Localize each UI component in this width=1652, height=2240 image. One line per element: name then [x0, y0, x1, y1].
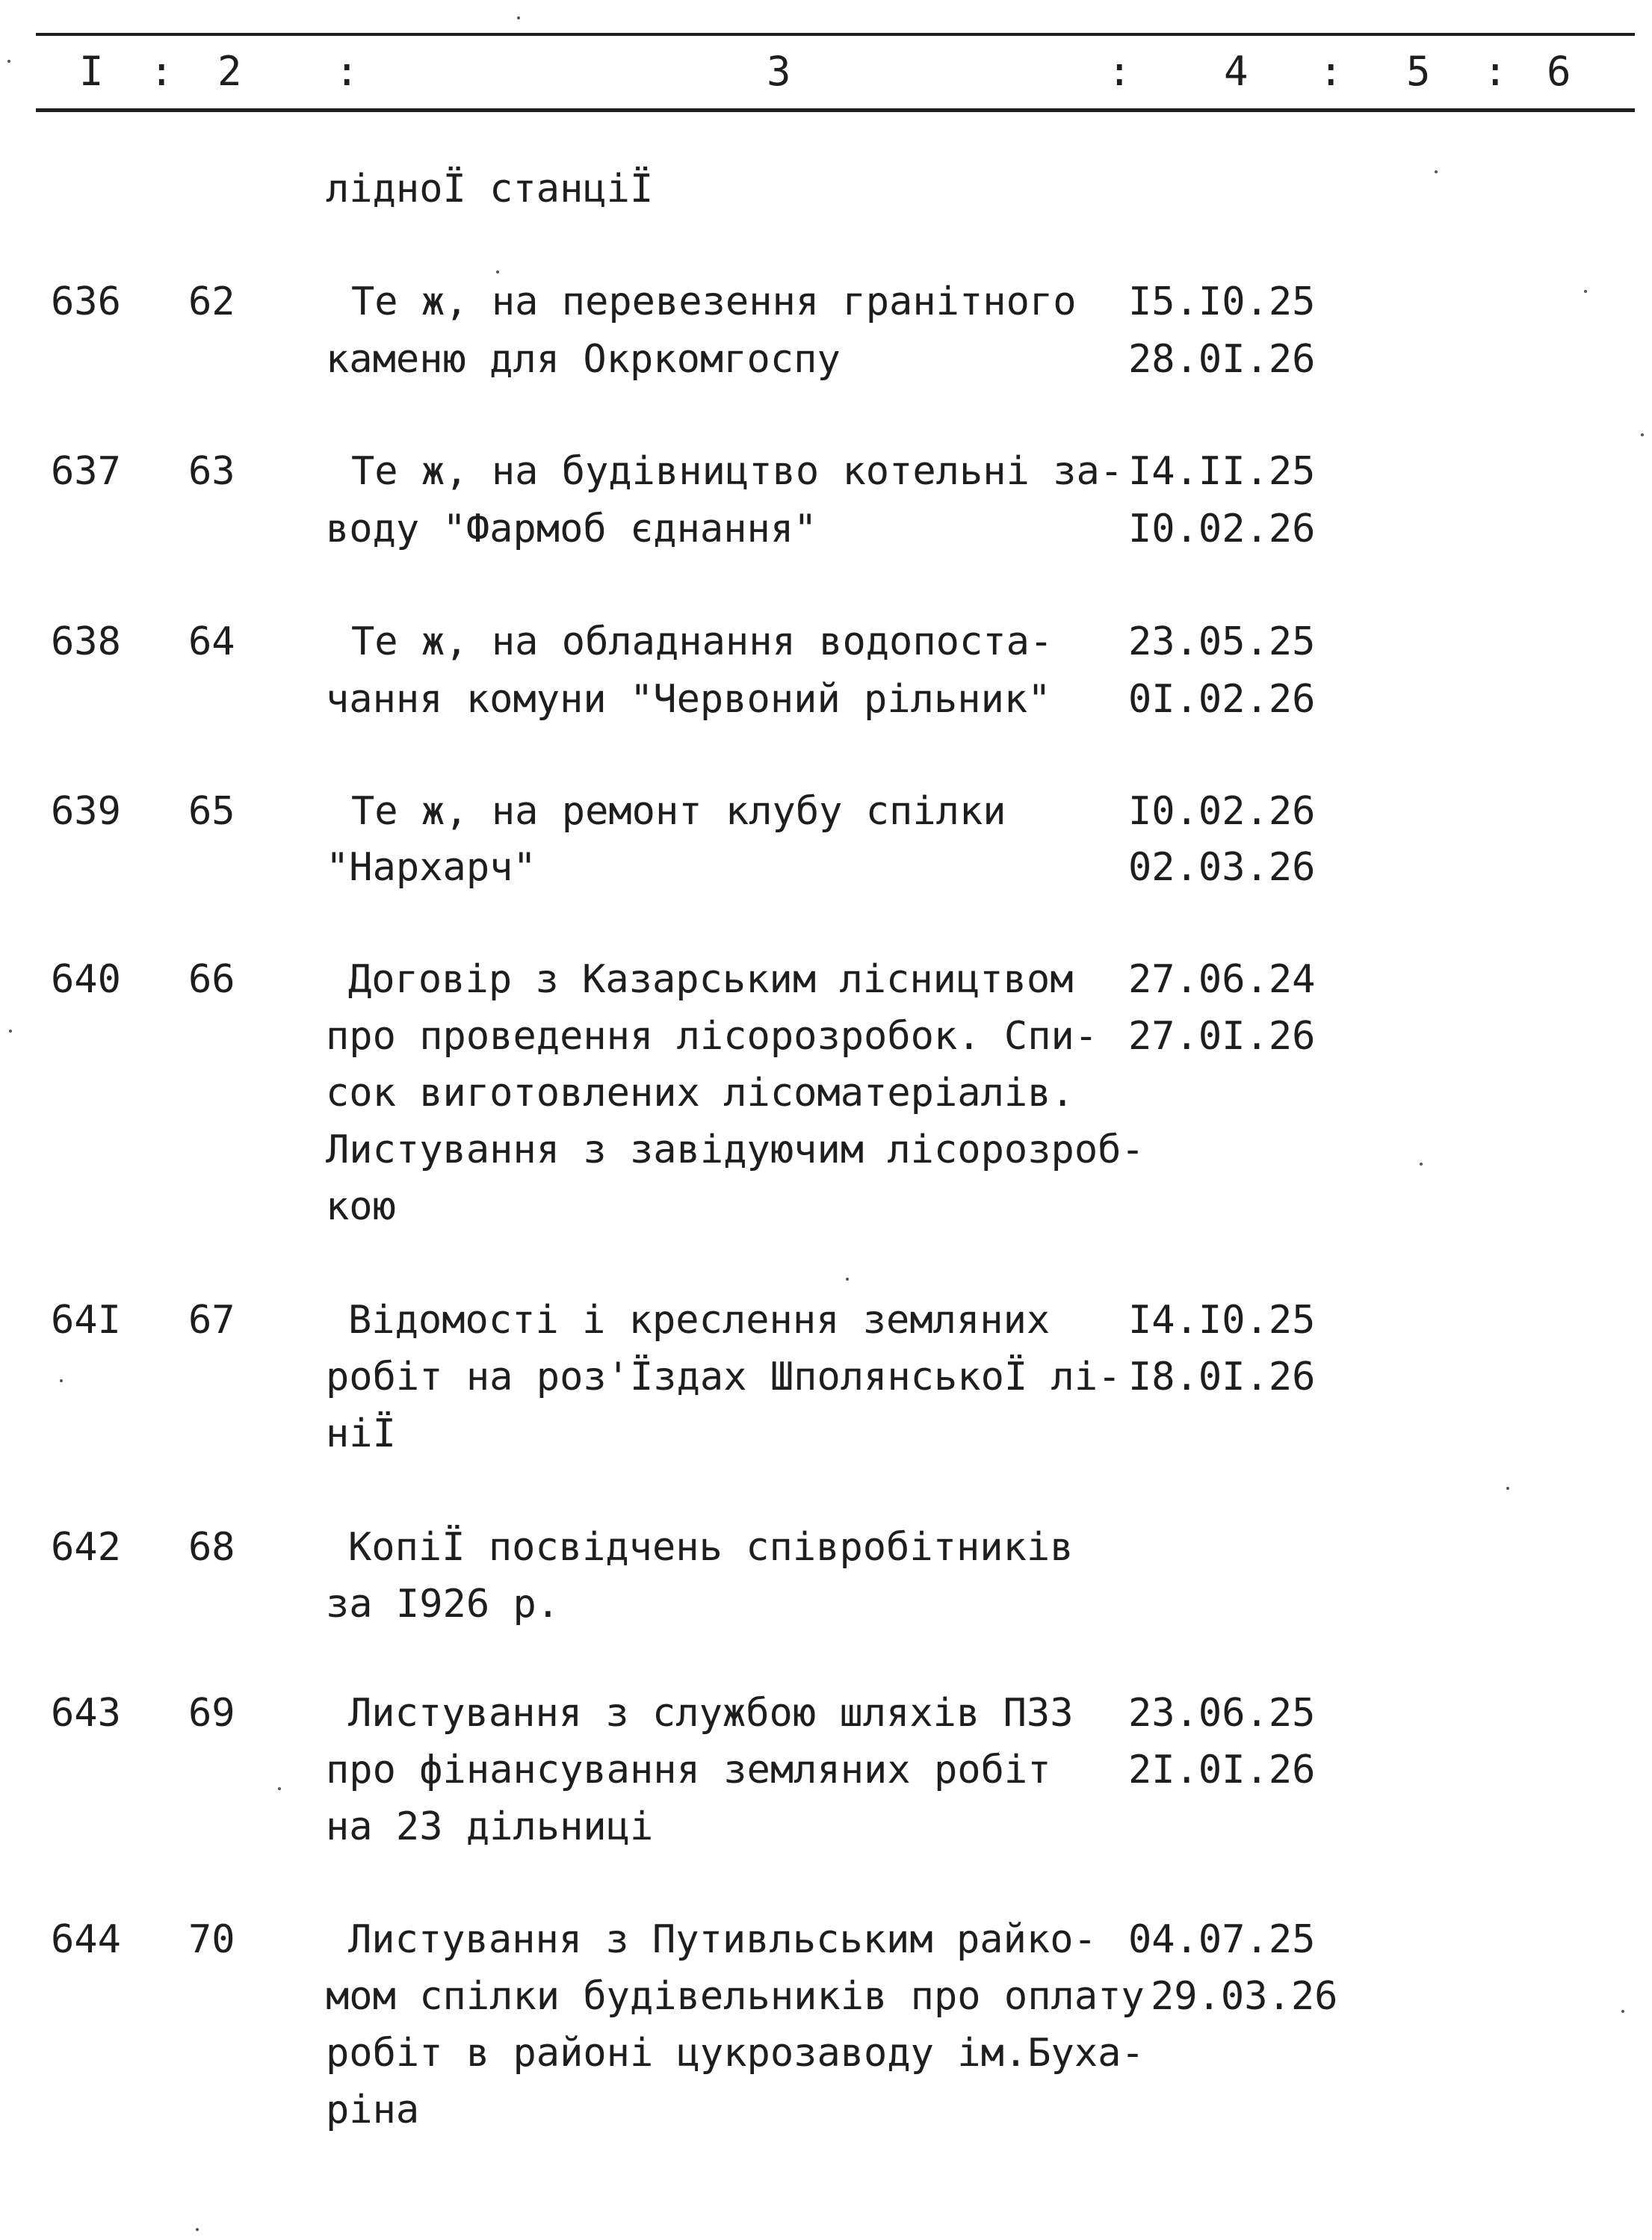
entry-start-date: I5.I0.25 — [1128, 279, 1316, 324]
entry-number: 637 — [51, 449, 121, 494]
scan-speck — [9, 1030, 12, 1033]
entry-sub-number: 65 — [188, 789, 235, 834]
entry-title-line: робіт в районі цукрозаводу ім.Буха- — [326, 2031, 1145, 2076]
header-col-5: 5 — [1406, 48, 1431, 95]
entry-end-date: 0I.02.26 — [1128, 677, 1316, 722]
header-sep-4: : — [1319, 48, 1343, 95]
entry-start-date: I4.I0.25 — [1128, 1298, 1316, 1343]
entry-title-line: про проведення лісорозробок. Спи- — [326, 1014, 1098, 1059]
entry-end-date: 29.03.26 — [1151, 1974, 1338, 2019]
scan-speck — [278, 1787, 281, 1790]
entry-title-line: Договір з Казарським лісництвом — [348, 957, 1074, 1002]
entry-number: 642 — [51, 1525, 121, 1570]
header-col-4: 4 — [1224, 48, 1249, 95]
scan-speck — [1641, 433, 1644, 436]
entry-title-line: Те ж, на будівництво котельні за- — [351, 449, 1124, 494]
scan-speck — [7, 60, 10, 63]
header-sep-3: : — [1107, 48, 1132, 95]
entry-title-line: чання комуни "Червоний рільник" — [326, 677, 1051, 722]
entry-title-line: каменю для Окркомгоспу — [326, 337, 841, 382]
entry-title-line: ніЇ — [326, 1411, 396, 1456]
header-sep-1: : — [149, 48, 174, 95]
entry-title-line: за I926 р. — [326, 1582, 560, 1627]
entry-sub-number: 63 — [188, 449, 235, 494]
entry-sub-number: 67 — [188, 1298, 235, 1343]
header-sep-5: : — [1483, 48, 1508, 95]
entry-number: 639 — [51, 789, 121, 834]
entry-title-line: "Нархарч" — [326, 845, 536, 890]
entry-start-date: 27.06.24 — [1128, 957, 1316, 1002]
entry-title-line: кою — [326, 1184, 396, 1229]
entry-title-line: Відомості і креслення земляних — [348, 1298, 1051, 1343]
entry-title-line: КопіЇ посвідчень співробітників — [348, 1525, 1074, 1570]
entry-end-date: I8.0I.26 — [1128, 1355, 1316, 1399]
scan-speck — [1584, 290, 1587, 293]
entry-title-line: на 23 дільниці — [326, 1804, 654, 1849]
entry-title-line: воду "Фармоб єднання" — [326, 507, 817, 551]
entry-start-date: 23.06.25 — [1128, 1691, 1316, 1736]
entry-end-date: 02.03.26 — [1128, 845, 1316, 890]
entry-title-line: Листування з Путивльським райко- — [348, 1917, 1097, 1962]
entry-title-line: сок виготовлених лісоматеріалів. — [326, 1071, 1074, 1116]
entry-sub-number: 66 — [188, 957, 235, 1002]
entry-title-line: про фінансування земляних робіт — [326, 1748, 1051, 1792]
entry-title-line: ріна — [326, 2088, 420, 2132]
entry-sub-number: 64 — [188, 619, 235, 664]
entry-end-date: 2I.0I.26 — [1128, 1748, 1316, 1792]
entry-title-line: Те ж, на ремонт клубу спілки — [351, 789, 1006, 834]
entry-title-line: Те ж, на обладнання водопоста- — [351, 619, 1054, 664]
entry-end-date: I0.02.26 — [1128, 507, 1316, 551]
scan-speck — [196, 2228, 199, 2231]
entry-start-date: 23.05.25 — [1128, 619, 1316, 664]
entry-title-line: мом спілки будівельників про оплату — [326, 1974, 1145, 2019]
entry-title-line: Листування з службою шляхів ПЗЗ — [348, 1691, 1074, 1736]
entry-title-line: Те ж, на перевезення гранітного — [351, 279, 1077, 324]
scan-speck — [846, 1278, 849, 1281]
entry-number: 636 — [51, 279, 121, 324]
scan-speck — [1420, 1163, 1423, 1166]
continuation-line: лідноЇ станціЇ — [326, 167, 654, 211]
scan-speck — [1435, 170, 1438, 173]
entry-end-date: 28.0I.26 — [1128, 337, 1316, 382]
header-col-3: 3 — [767, 48, 791, 95]
entry-number: 640 — [51, 957, 121, 1002]
entry-number: 643 — [51, 1691, 121, 1736]
entry-sub-number: 62 — [188, 279, 235, 324]
header-sep-2: : — [335, 48, 359, 95]
entry-number: 644 — [51, 1917, 121, 1962]
scan-speck — [1506, 1487, 1509, 1490]
header-col-6: 6 — [1547, 48, 1571, 95]
header-col-2: 2 — [217, 48, 242, 95]
scan-speck — [1621, 2010, 1624, 2013]
entry-sub-number: 68 — [188, 1525, 235, 1570]
entry-sub-number: 70 — [188, 1917, 235, 1962]
scan-speck — [60, 1379, 63, 1382]
entry-number: 638 — [51, 619, 121, 664]
entry-start-date: I4.II.25 — [1128, 449, 1316, 494]
entry-start-date: I0.02.26 — [1128, 789, 1316, 834]
entry-start-date: 04.07.25 — [1128, 1917, 1316, 1962]
entry-title-line: робіт на роз'Їздах ШполянськоЇ лі- — [326, 1355, 1122, 1399]
scan-speck — [517, 16, 520, 19]
entry-title-line: Листування з завідуючим лісорозроб- — [326, 1127, 1145, 1172]
entry-end-date: 27.0I.26 — [1128, 1014, 1316, 1059]
header-col-1: I — [79, 48, 104, 95]
entry-number: 64I — [51, 1298, 121, 1343]
entry-sub-number: 69 — [188, 1691, 235, 1736]
scan-speck — [496, 270, 499, 273]
